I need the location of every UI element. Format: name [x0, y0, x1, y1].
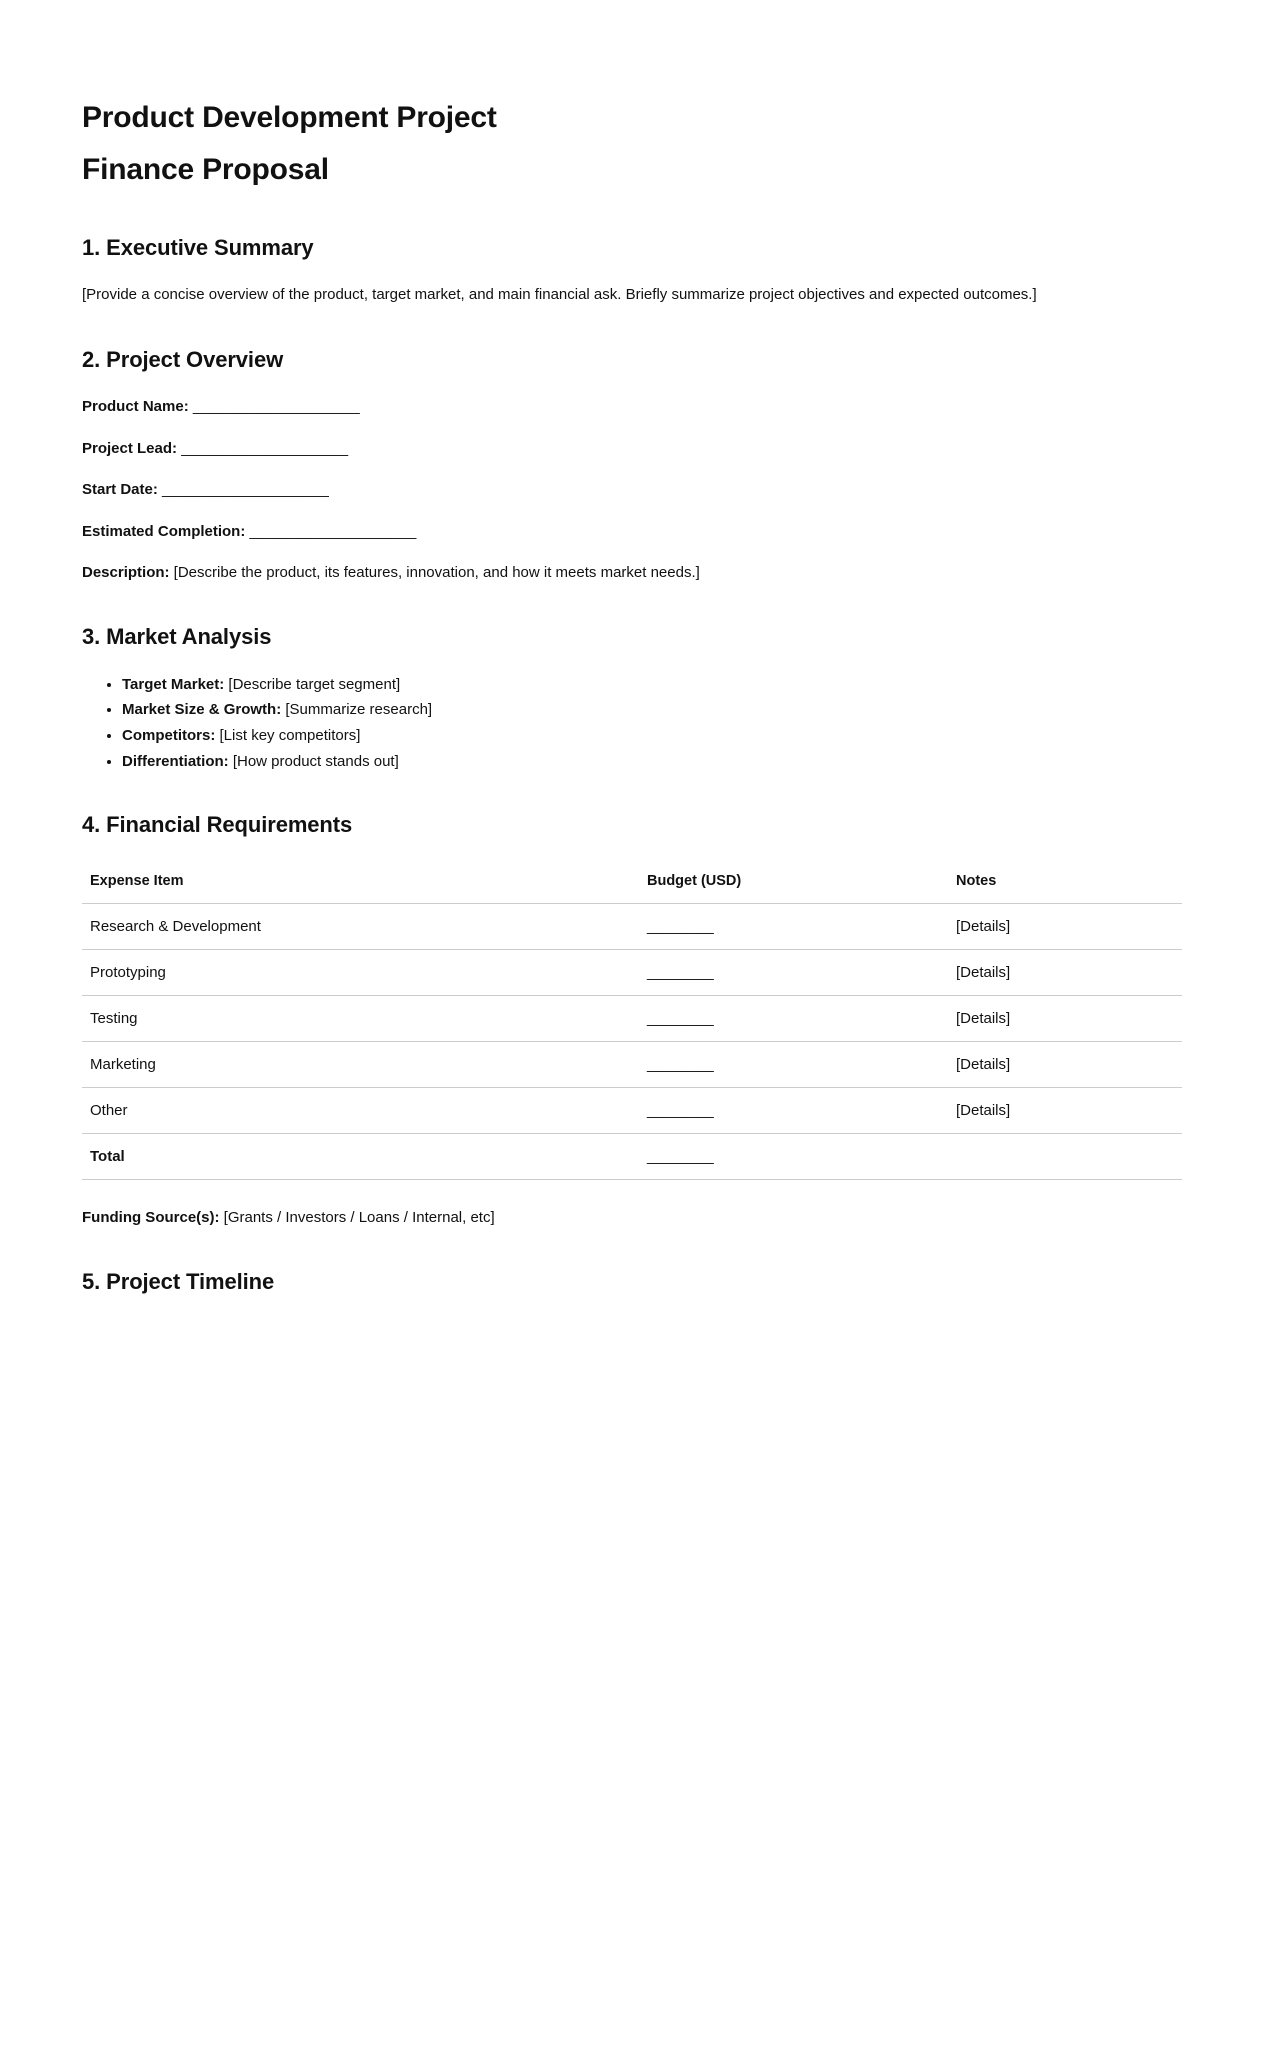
market-analysis-list [82, 672, 1182, 775]
section-financial-requirements [82, 810, 1182, 1229]
expense-item-cell: Other [82, 1088, 639, 1134]
section-project-overview [82, 345, 1182, 584]
total-budget-cell: ________ [639, 1134, 948, 1180]
document-title-line-2: Finance Proposal [82, 153, 329, 186]
list-item-market-size [122, 697, 1182, 723]
field-blank: ____________________ [157, 481, 329, 498]
table-row [82, 1088, 1182, 1134]
expense-item-cell: Testing [82, 996, 639, 1042]
notes-cell: [Details] [948, 904, 1182, 950]
market-analysis-heading: 3. Market Analysis [82, 624, 272, 649]
list-item-label: Differentiation: [122, 752, 229, 770]
section-project-timeline [82, 1267, 1182, 1297]
budget-cell: ________ [639, 1042, 948, 1088]
field-blank: ____________________ [177, 439, 349, 457]
list-item-value: [List key competitors] [215, 726, 361, 744]
list-item-label: Market Size & Growth: [122, 701, 282, 719]
total-label-cell: Total [82, 1134, 639, 1180]
list-item-label: Target Market: [122, 675, 225, 693]
notes-cell: [Details] [948, 950, 1182, 996]
expense-item-cell: Prototyping [82, 950, 639, 996]
field-description [82, 562, 1182, 584]
section-executive-summary [82, 233, 1182, 306]
table-row [82, 996, 1182, 1042]
notes-cell: [Details] [948, 996, 1182, 1042]
field-project-lead [82, 438, 1182, 460]
table-row [82, 1042, 1182, 1088]
notes-cell: [Details] [948, 1088, 1182, 1134]
funding-sources [82, 1207, 1182, 1229]
project-timeline-heading: 5. Project Timeline [82, 1269, 275, 1295]
list-item-value: [How product stands out] [228, 752, 399, 770]
field-start-date [82, 479, 1182, 501]
list-item-differentiation [122, 749, 1182, 775]
financial-requirements-heading: 4. Financial Requirements [82, 812, 353, 838]
table-row [82, 950, 1182, 996]
budget-cell: ________ [639, 904, 948, 950]
field-blank: ____________________ [245, 522, 417, 540]
list-item-competitors [122, 723, 1182, 749]
executive-summary-text: [Provide a concise overview of the product, target market, and main financial ask. Briefly summarize project objectives and expected outcomes.] [82, 286, 1037, 303]
budget-cell: ________ [639, 950, 948, 996]
budget-cell: ________ [639, 996, 948, 1042]
field-estimated-completion [82, 521, 1182, 543]
table-row [82, 904, 1182, 950]
list-item-label: Competitors: [122, 726, 216, 744]
field-label: Description: [82, 564, 170, 581]
column-header-expense-item: Expense Item [82, 858, 639, 904]
executive-summary-heading: 1. Executive Summary [82, 235, 314, 260]
notes-cell: [Details] [948, 1042, 1182, 1088]
list-item-value: [Summarize research] [281, 701, 433, 719]
budget-cell: ________ [639, 1088, 948, 1134]
field-blank: ____________________ [188, 398, 360, 415]
field-label: Project Lead: [82, 439, 178, 457]
column-header-notes: Notes [948, 858, 1182, 904]
document-title-line-1: Product Development Project [82, 101, 497, 134]
funding-sources-label: Funding Source(s): [82, 1209, 220, 1227]
list-item-value: [Describe target segment] [224, 675, 401, 693]
field-label: Estimated Completion: [82, 522, 246, 540]
column-header-budget: Budget (USD) [639, 858, 948, 904]
document-title [82, 92, 1182, 196]
project-overview-fields [82, 396, 1182, 584]
field-product-name [82, 396, 1182, 418]
expense-item-cell: Marketing [82, 1042, 639, 1088]
total-notes-cell [948, 1134, 1182, 1180]
field-value: [Describe the product, its features, innovation, and how it meets market needs.] [169, 564, 700, 581]
table-header-row [82, 858, 1182, 904]
funding-sources-value: [Grants / Investors / Loans / Internal, etc] [219, 1209, 495, 1227]
expense-item-cell: Research & Development [82, 904, 639, 950]
table-total-row [82, 1134, 1182, 1180]
expense-table [82, 858, 1182, 1180]
project-overview-heading: 2. Project Overview [82, 347, 284, 372]
field-label: Start Date: [82, 481, 158, 498]
field-label: Product Name: [82, 398, 189, 415]
list-item-target-market [122, 672, 1182, 698]
section-market-analysis [82, 622, 1182, 774]
